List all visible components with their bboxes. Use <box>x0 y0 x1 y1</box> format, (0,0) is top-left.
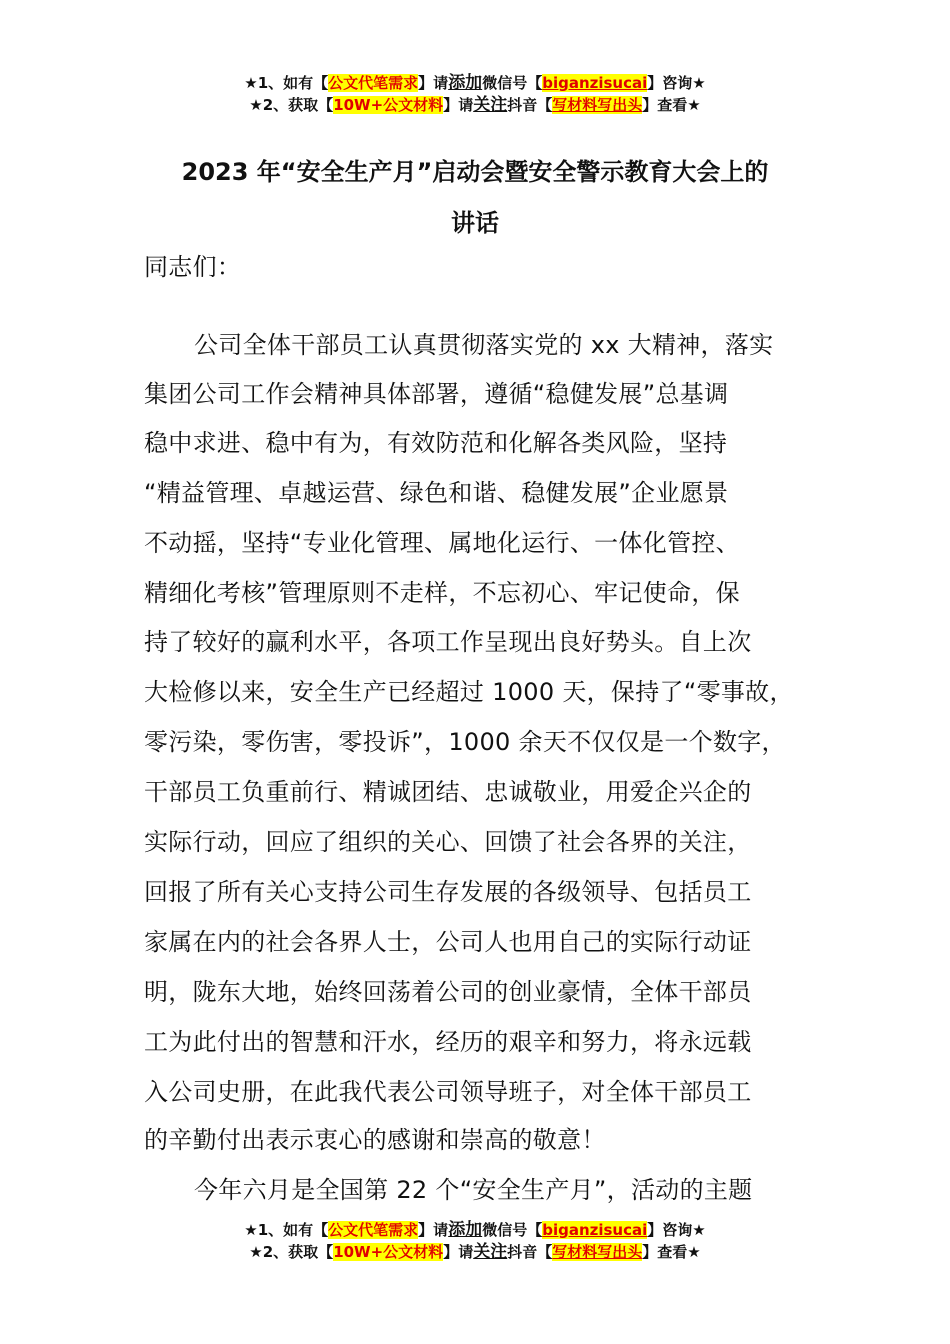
banner-text: 】查看★ <box>642 96 701 114</box>
banner-text: 微信号【 <box>482 1221 543 1239</box>
highlight-materials: 10W+公文材料 <box>333 1243 444 1261</box>
banner-text: ★1、如有【 <box>244 1221 329 1239</box>
banner-text: 抖音【 <box>507 96 553 114</box>
body-line: 入公司史册，在此我代表公司领导班子，对全体干部员工 <box>144 1078 752 1106</box>
body-line: 大检修以来，安全生产已经超过 1000 天，保持了“零事故， <box>144 678 794 706</box>
header-banner <box>0 72 950 116</box>
underlined-add: 添加 <box>448 1220 483 1240</box>
underlined-add: 添加 <box>448 73 483 93</box>
highlight-materials: 10W+公文材料 <box>333 96 444 114</box>
footer-banner <box>0 1219 950 1263</box>
underlined-follow: 关注 <box>473 1242 508 1262</box>
banner-text: 】咨询★ <box>647 1221 706 1239</box>
body-line: “精益管理、卓越运营、绿色和谐、稳健发展”企业愿景 <box>144 479 729 507</box>
body-line: 今年六月是全国第 22 个“安全生产月”，活动的主题 <box>194 1176 753 1204</box>
banner-text: ★2、获取【 <box>249 96 334 114</box>
body-line: 明，陇东大地，始终回荡着公司的创业豪情，全体干部员 <box>144 978 752 1006</box>
banner-text: 微信号【 <box>482 74 543 92</box>
underlined-follow: 关注 <box>473 95 508 115</box>
header-banner-line-1 <box>0 72 950 94</box>
banner-text: 】查看★ <box>642 1243 701 1261</box>
highlight-service: 公文代笔需求 <box>328 1221 419 1239</box>
body-line: 的辛勤付出表示衷心的感谢和崇高的敬意！ <box>144 1126 606 1154</box>
banner-text: 】请 <box>443 1243 474 1261</box>
body-line: 回报了所有关心支持公司生存发展的各级领导、包括员工 <box>144 878 752 906</box>
douyin-account-link[interactable]: 写材料写出头 <box>552 1243 643 1261</box>
body-line: 公司全体干部员工认真贯彻落实党的 xx 大精神，落实 <box>194 331 774 359</box>
banner-text: 】咨询★ <box>647 74 706 92</box>
footer-banner-line-2 <box>0 1241 950 1263</box>
footer-banner-line-1 <box>0 1219 950 1241</box>
salutation: 同志们： <box>144 253 242 281</box>
body-line: 持了较好的赢利水平，各项工作呈现出良好势头。自上次 <box>144 628 752 656</box>
body-line: 零污染，零伤害，零投诉”，1000 余天不仅仅是一个数字， <box>144 728 786 756</box>
body-line: 集团公司工作会精神具体部署，遵循“稳健发展”总基调 <box>144 380 729 408</box>
banner-text: 】请 <box>418 1221 449 1239</box>
header-banner-line-2 <box>0 94 950 116</box>
banner-text: ★1、如有【 <box>244 74 329 92</box>
banner-text: 抖音【 <box>507 1243 553 1261</box>
document-title-line-1: 2023 年“安全生产月”启动会暨安全警示教育大会上的 <box>181 158 769 186</box>
banner-text: ★2、获取【 <box>249 1243 334 1261</box>
document-title-line-2: 讲话 <box>451 209 499 237</box>
body-line: 稳中求进、稳中有为，有效防范和化解各类风险，坚持 <box>144 429 728 457</box>
body-line: 家属在内的社会各界人士，公司人也用自己的实际行动证 <box>144 928 752 956</box>
banner-text: 】请 <box>418 74 449 92</box>
wechat-id-link[interactable]: biganzisucai <box>542 74 648 92</box>
banner-text: 】请 <box>443 96 474 114</box>
douyin-account-link[interactable]: 写材料写出头 <box>552 96 643 114</box>
wechat-id-link[interactable]: biganzisucai <box>542 1221 648 1239</box>
body-line: 实际行动，回应了组织的关心、回馈了社会各界的关注， <box>144 828 752 856</box>
body-line: 不动摇，坚持“专业化管理、属地化运行、一体化管控、 <box>144 529 740 557</box>
body-line: 干部员工负重前行、精诚团结、忠诚敬业，用爱企兴企的 <box>144 778 752 806</box>
body-line: 精细化考核”管理原则不走样，不忘初心、牢记使命，保 <box>144 579 740 607</box>
body-line: 工为此付出的智慧和汗水，经历的艰辛和努力，将永远载 <box>144 1028 752 1056</box>
highlight-service: 公文代笔需求 <box>328 74 419 92</box>
